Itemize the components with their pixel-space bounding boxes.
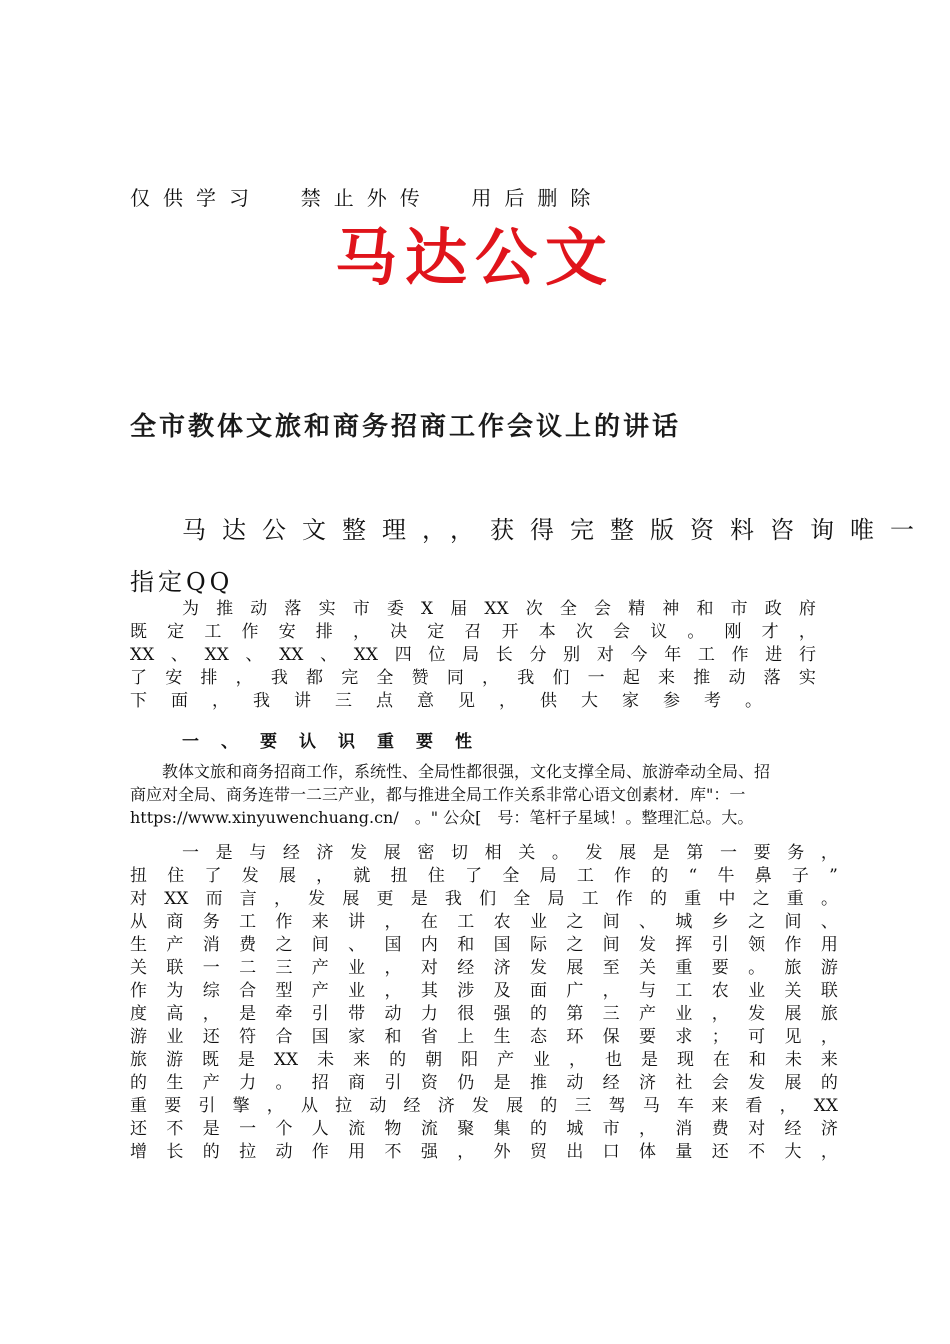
intro-line: 既 定 工 作 安 排 ， 决 定 召 开 本 次 会 议 。 刚 才 ， bbox=[130, 622, 816, 642]
brand-title: 马达公文 bbox=[334, 221, 615, 294]
body-line: 一 是 与 经 济 发 展 密 切 相 关 。 发 展 是 第 一 要 务 ， bbox=[182, 843, 838, 863]
body-line: 作 为 综 合 型 产 业 ， 其 涉 及 面 广 ， 与 工 农 业 关 联 bbox=[130, 981, 838, 1001]
body-line: 游 业 还 符 合 国 家 和 省 上 生 态 环 保 要 求 ； 可 见 ， bbox=[130, 1027, 838, 1047]
body-line: 增 长 的 拉 动 作 用 不 强 ， 外 贸 出 口 体 量 还 不 大 ， bbox=[130, 1142, 838, 1162]
body-line: 生 产 消 费 之 间 、 国 内 和 国 际 之 间 发 挥 引 领 作 用 bbox=[130, 935, 838, 955]
body-line: 的 生 产 力 。 招 商 引 资 仍 是 推 动 经 济 社 会 发 展 的 bbox=[130, 1073, 838, 1093]
intro-line: XX 、 XX 、 XX 、 XX 四 位 局 长 分 别 对 今 年 工 作 进 行 bbox=[130, 645, 816, 665]
intro-line: 了 安 排 ， 我 都 完 全 赞 同 ， 我 们 一 起 来 推 动 落 实 bbox=[130, 668, 816, 688]
body-line: 从 商 务 工 作 来 讲 ， 在 工 农 业 之 间 、 城 乡 之 间 、 bbox=[130, 912, 838, 932]
paragraph-1 bbox=[130, 760, 830, 829]
body-line: 重 要 引 擎 ， 从 拉 动 经 济 发 展 的 三 驾 马 车 来 看 ， XX bbox=[130, 1096, 838, 1116]
paragraph-line: 教体文旅和商务招商工作，系统性、全局性都很强，文化支撑全局、旅游牵动全局、招 bbox=[130, 762, 771, 781]
body-line: 度 高 ， 是 牵 引 带 动 力 很 强 的 第 三 产 业 ， 发 展 旅 bbox=[130, 1004, 838, 1024]
promo-line-1: 马达公文整理，，获得完整版资料咨询唯一 bbox=[182, 516, 930, 544]
intro-line: 下 面 ， 我 讲 三 点 意 见 ， 供 大 家 参 考 。 bbox=[130, 691, 762, 711]
document-title: 全市教体文旅和商务招商工作会议上的讲话 bbox=[130, 412, 682, 442]
section-heading-1: 一、要认识重要性 bbox=[182, 732, 494, 752]
intro-paragraph bbox=[130, 598, 816, 713]
paragraph-line: 商应对全局、商务连带一二三产业，都与推进全局工作关系非常心语文创素材．库"：一 bbox=[130, 785, 746, 804]
intro-line: 为 推 动 落 实 市 委 X 届 XX 次 全 会 精 神 和 市 政 府 bbox=[182, 599, 816, 619]
paragraph-line: https://www.xinyuwenchuang.cn/ 。" 公众[ 号：笔杆子星域！。整理汇总。大。 bbox=[130, 808, 754, 827]
body-line: 对 XX 而 言 ， 发 展 更 是 我 们 全 局 工 作 的 重 中 之 重 。 bbox=[130, 889, 838, 909]
body-line: 扭 住 了 发 展 ， 就 扭 住 了 全 局 工 作 的 “ 牛 鼻 子 ” bbox=[130, 866, 838, 886]
usage-notice: 仅供学习 禁止外传 用后删除 bbox=[130, 186, 604, 210]
body-line: 旅 游 既 是 XX 未 来 的 朝 阳 产 业 ， 也 是 现 在 和 未 来 bbox=[130, 1050, 838, 1070]
body-line: 还 不 是 一 个 人 流 物 流 聚 集 的 城 市 ， 消 费 对 经 济 bbox=[130, 1119, 838, 1139]
body-line: 关 联 一 二 三 产 业 ， 对 经 济 发 展 至 关 重 要 。 旅 游 bbox=[130, 958, 838, 978]
body-paragraph bbox=[130, 842, 838, 1164]
promo-line-2: 指定QQ bbox=[130, 568, 234, 596]
